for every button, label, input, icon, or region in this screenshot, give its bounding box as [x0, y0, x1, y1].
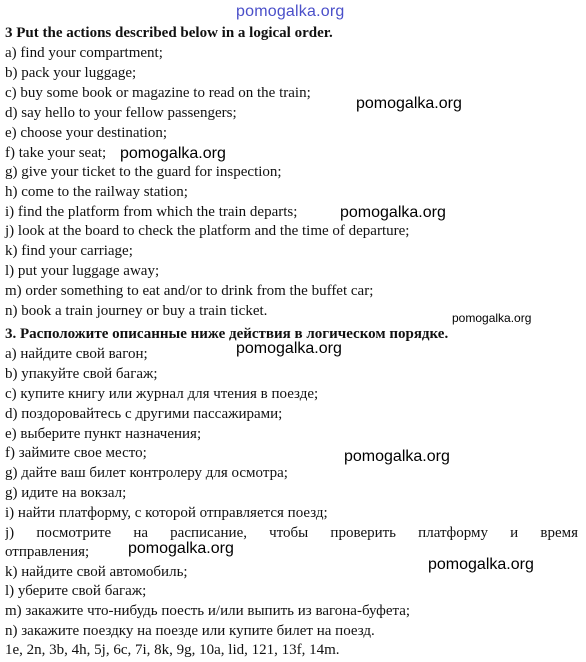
- russian-item-f: f) займите свое место;: [5, 445, 147, 461]
- russian-item-c: c) купите книгу или журнал для чтения в поезде;: [5, 386, 319, 402]
- english-item-i: i) find the platform from which the train departs;: [5, 204, 298, 220]
- english-item-e: e) choose your destination;: [5, 125, 168, 141]
- english-item-h: h) come to the railway station;: [5, 184, 188, 200]
- english-item-g: g) give your ticket to the guard for inspection;: [5, 164, 282, 180]
- russian-item-b: b) упакуйте свой багаж;: [5, 366, 158, 382]
- russian-item-a: а) найдите свой вагон;: [5, 346, 148, 362]
- english-item-l: l) put your luggage away;: [5, 263, 160, 279]
- answer-key: 1e, 2n, 3b, 4h, 5j, 6c, 7i, 8k, 9g, 10a, lid, 121, 13f, 14m.: [5, 642, 340, 658]
- watermark: pomogalka.org: [340, 204, 446, 221]
- english-item-d: d) say hello to your fellow passengers;: [5, 105, 237, 121]
- english-item-f: f) take your seat;: [5, 145, 107, 161]
- russian-item-m: m) закажите что-нибудь поесть и/или выпить из вагона-буфета;: [5, 603, 411, 619]
- english-item-a: a) find your compartment;: [5, 45, 163, 61]
- russian-item-n: n) закажите поездку на поезде или купите билет на поезд.: [5, 623, 375, 639]
- russian-item-j: j) посмотрите на расписание, чтобы проверить платформу и время: [5, 525, 578, 541]
- russian-item-k: k) найдите свой автомобиль;: [5, 564, 188, 580]
- russian-item-g: g) дайте ваш билет контролеру для осмотра;: [5, 465, 288, 481]
- watermark: pomogalka.org: [356, 95, 462, 112]
- english-item-k: k) find your carriage;: [5, 243, 133, 259]
- russian-item-i: i) найти платформу, с которой отправляется поезд;: [5, 505, 328, 521]
- russian-item-h: g) идите на вокзал;: [5, 485, 127, 501]
- english-item-m: m) order something to eat and/or to drink from the buffet car;: [5, 283, 374, 299]
- watermark: pomogalka.org: [452, 311, 532, 325]
- watermark-top: pomogalka.org: [236, 3, 345, 20]
- english-item-j: j) look at the board to check the platform and the time of departure;: [5, 223, 410, 239]
- watermark: pomogalka.org: [428, 556, 534, 573]
- watermark: pomogalka.org: [236, 340, 342, 357]
- watermark: pomogalka.org: [120, 145, 226, 162]
- russian-heading: 3. Расположите описанные ниже действия в логическом порядке.: [5, 326, 449, 342]
- english-heading: 3 Put the actions described below in a logical order.: [5, 25, 333, 41]
- english-item-b: b) pack your luggage;: [5, 65, 137, 81]
- english-item-c: c) buy some book or magazine to read on the train;: [5, 85, 311, 101]
- russian-item-e: e) выберите пункт назначения;: [5, 426, 202, 442]
- watermark: pomogalka.org: [128, 540, 234, 557]
- watermark: pomogalka.org: [344, 448, 450, 465]
- russian-item-j-continuation: отправления;: [5, 544, 90, 560]
- russian-item-d: d) поздоровайтесь с другими пассажирами;: [5, 406, 283, 422]
- english-item-n: n) book a train journey or buy a train ticket.: [5, 303, 268, 319]
- russian-item-l: l) уберите свой багаж;: [5, 583, 147, 599]
